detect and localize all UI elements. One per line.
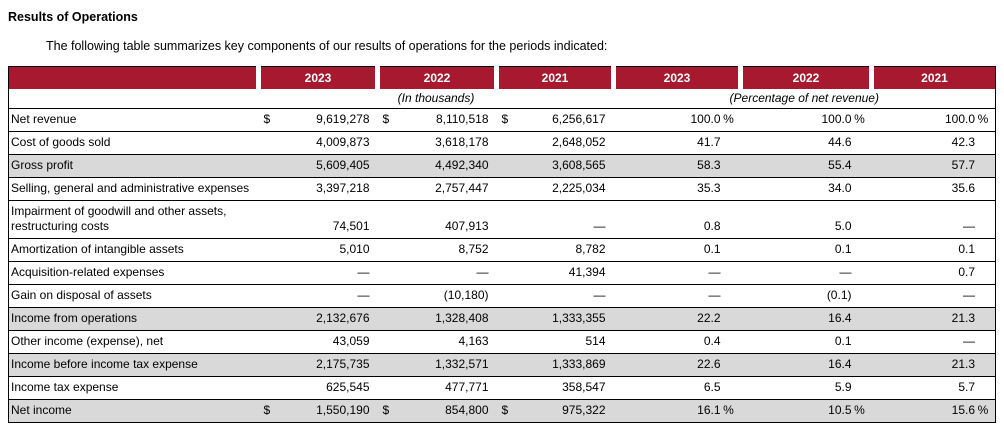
cell-value: [378, 308, 497, 331]
amount-text: 1,333,869: [552, 357, 606, 371]
amount-text: 975,322: [562, 403, 606, 417]
table-row: [9, 178, 996, 201]
cell-value: [614, 155, 741, 178]
row-label: Net revenue: [9, 109, 259, 132]
cell-value: [872, 262, 996, 285]
cell-value: [872, 331, 996, 354]
amount-text: 358,547: [562, 380, 606, 394]
percent-text: 5.7: [958, 380, 975, 394]
year-header: 2021: [872, 67, 996, 90]
percent-sign: %: [977, 403, 989, 417]
percent-text: 15.6: [951, 403, 975, 417]
percent-text: —: [963, 219, 975, 233]
amount-text: 8,782: [575, 242, 606, 256]
cell-value: [614, 178, 741, 201]
percent-text: 10.5: [828, 403, 852, 417]
group-header-percentage: (Percentage of net revenue): [614, 89, 996, 109]
amount-text: 477,771: [445, 380, 489, 394]
row-label: Acquisition-related expenses: [9, 262, 259, 285]
percent-text: 100.0: [944, 112, 975, 126]
year-header: 2023: [614, 67, 741, 90]
cell-value: [614, 331, 741, 354]
dollar-sign: $: [263, 403, 271, 417]
percent-text: 55.4: [828, 158, 852, 172]
percent-text: 16.4: [828, 357, 852, 371]
cell-value: [259, 308, 378, 331]
cell-value: [741, 285, 872, 308]
cell-value: [259, 239, 378, 262]
percent-text: 21.3: [951, 357, 975, 371]
table-row: [9, 285, 996, 308]
percent-sign: %: [854, 403, 865, 417]
percent-text: —: [839, 265, 852, 279]
row-label: Net income: [9, 400, 259, 423]
cell-value: [259, 377, 378, 400]
row-label: Cost of goods sold: [9, 132, 259, 155]
percent-text: 34.0: [828, 181, 852, 195]
amount-text: 2,175,735: [316, 357, 370, 371]
cell-value: [872, 109, 996, 132]
amount-text: 74,501: [332, 219, 370, 233]
cell-value: [497, 400, 614, 423]
percent-text: 16.1: [697, 403, 721, 417]
amount-text: 9,619,278: [316, 112, 370, 126]
percent-text: 22.6: [697, 357, 721, 371]
cell-value: [378, 155, 497, 178]
cell-value: [378, 377, 497, 400]
row-label: Selling, general and administrative expenses: [9, 178, 259, 201]
cell-value: [872, 132, 996, 155]
amount-text: 8,110,518: [436, 112, 489, 126]
cell-value: [614, 201, 741, 239]
cell-value: [378, 201, 497, 239]
percent-text: 21.3: [951, 311, 975, 325]
amount-text: 4,163: [458, 334, 489, 348]
percent-text: 0.1: [834, 334, 852, 348]
year-header: 2021: [497, 67, 614, 90]
cell-value: [497, 132, 614, 155]
row-label: Impairment of goodwill and other assets, restructuring costs: [9, 201, 259, 239]
cell-value: [872, 377, 996, 400]
table-row: [9, 331, 996, 354]
amount-text: 514: [585, 334, 606, 348]
amount-text: 2,225,034: [552, 181, 606, 195]
amount-text: 2,757,447: [435, 181, 489, 195]
row-label: Amortization of intangible assets: [9, 239, 259, 262]
cell-value: [872, 285, 996, 308]
amount-text: (10,180): [443, 288, 489, 302]
cell-value: [497, 354, 614, 377]
cell-value: [741, 354, 872, 377]
table-row: [9, 377, 996, 400]
percent-text: 5.9: [834, 380, 852, 394]
cell-value: [259, 285, 378, 308]
amount-text: 407,913: [445, 219, 489, 233]
cell-value: [872, 354, 996, 377]
cell-value: [259, 354, 378, 377]
amount-text: 4,492,340: [435, 158, 489, 172]
cell-value: [497, 155, 614, 178]
amount-text: —: [476, 265, 489, 279]
percent-text: —: [708, 265, 721, 279]
header-corner-cell: [9, 67, 259, 90]
group-header-in-thousands: (In thousands): [259, 89, 614, 109]
cell-value: [378, 132, 497, 155]
amount-text: —: [593, 288, 606, 302]
results-of-operations-table: [8, 66, 996, 423]
percent-text: 22.2: [697, 311, 721, 325]
cell-value: [259, 400, 378, 423]
cell-value: [378, 400, 497, 423]
amount-text: 1,550,190: [316, 403, 370, 417]
percent-text: —: [963, 334, 975, 348]
percent-text: 57.7: [951, 158, 975, 172]
cell-value: [259, 201, 378, 239]
cell-value: [741, 109, 872, 132]
table-row: [9, 201, 996, 239]
percent-text: 100.0: [821, 112, 852, 126]
percent-text: 35.3: [697, 181, 721, 195]
amount-text: 8,752: [458, 242, 489, 256]
percent-sign: %: [854, 112, 865, 126]
results-table-body: [9, 109, 996, 423]
table-row: [9, 262, 996, 285]
cell-value: [497, 308, 614, 331]
row-label: Income tax expense: [9, 377, 259, 400]
cell-value: [259, 155, 378, 178]
percent-text: (0.1): [826, 288, 852, 302]
cell-value: [259, 178, 378, 201]
amount-text: 625,545: [326, 380, 370, 394]
year-header: 2022: [741, 67, 872, 90]
row-label: Other income (expense), net: [9, 331, 259, 354]
year-header: 2022: [378, 67, 497, 90]
cell-value: [497, 262, 614, 285]
cell-value: [741, 400, 872, 423]
cell-value: [497, 377, 614, 400]
percent-text: 6.5: [703, 380, 721, 394]
cell-value: [741, 201, 872, 239]
row-label: Income before income tax expense: [9, 354, 259, 377]
row-label: Income from operations: [9, 308, 259, 331]
percent-text: 0.8: [703, 219, 721, 233]
table-row: [9, 132, 996, 155]
percent-sign: %: [977, 112, 989, 126]
year-header-row: [9, 67, 996, 90]
amount-text: 1,333,355: [552, 311, 606, 325]
percent-text: 0.7: [958, 265, 975, 279]
cell-value: [872, 155, 996, 178]
amount-text: 5,010: [339, 242, 370, 256]
table-row: [9, 354, 996, 377]
cell-value: [497, 331, 614, 354]
cell-value: [614, 354, 741, 377]
cell-value: [378, 239, 497, 262]
cell-value: [741, 262, 872, 285]
cell-value: [378, 331, 497, 354]
cell-value: [614, 400, 741, 423]
amount-text: 3,608,565: [552, 158, 606, 172]
page-title: Results of Operations: [8, 10, 138, 24]
cell-value: [497, 178, 614, 201]
percent-text: 35.6: [951, 181, 975, 195]
amount-text: 1,328,408: [435, 311, 489, 325]
cell-value: [741, 178, 872, 201]
amount-text: 3,397,218: [316, 181, 370, 195]
subhead-spacer: [9, 89, 259, 109]
row-label: Gross profit: [9, 155, 259, 178]
cell-value: [614, 109, 741, 132]
amount-text: 3,618,178: [435, 135, 489, 149]
amount-text: 2,648,052: [552, 135, 606, 149]
amount-text: 1,332,571: [435, 357, 489, 371]
cell-value: [497, 109, 614, 132]
cell-value: [378, 178, 497, 201]
table-row: [9, 400, 996, 423]
row-label: Gain on disposal of assets: [9, 285, 259, 308]
cell-value: [259, 132, 378, 155]
percent-text: 0.4: [703, 334, 721, 348]
cell-value: [741, 155, 872, 178]
percent-sign: %: [723, 403, 734, 417]
percent-text: 5.0: [834, 219, 852, 233]
table-row: [9, 239, 996, 262]
amount-text: 4,009,873: [316, 135, 370, 149]
cell-value: [614, 308, 741, 331]
cell-value: [497, 285, 614, 308]
cell-value: [741, 377, 872, 400]
table-row: [9, 308, 996, 331]
dollar-sign: $: [501, 112, 509, 126]
table-row: [9, 155, 996, 178]
cell-value: [741, 132, 872, 155]
group-header-row: [9, 89, 996, 109]
cell-value: [872, 400, 996, 423]
cell-value: [614, 262, 741, 285]
cell-value: [378, 354, 497, 377]
percent-text: 58.3: [697, 158, 721, 172]
cell-value: [378, 285, 497, 308]
cell-value: [872, 201, 996, 239]
table-row: [9, 109, 996, 132]
cell-value: [497, 239, 614, 262]
amount-text: 2,132,676: [316, 311, 370, 325]
percent-text: 41.7: [697, 135, 721, 149]
cell-value: [872, 178, 996, 201]
dollar-sign: $: [382, 112, 390, 126]
cell-value: [497, 201, 614, 239]
cell-value: [378, 109, 497, 132]
cell-value: [259, 262, 378, 285]
percent-text: 0.1: [834, 242, 852, 256]
cell-value: [614, 239, 741, 262]
percent-text: 42.3: [951, 135, 975, 149]
percent-text: 100.0: [690, 112, 721, 126]
amount-text: 43,059: [332, 334, 370, 348]
cell-value: [872, 239, 996, 262]
cell-value: [259, 331, 378, 354]
amount-text: —: [593, 219, 606, 233]
cell-value: [872, 308, 996, 331]
percent-text: 44.6: [828, 135, 852, 149]
cell-value: [741, 331, 872, 354]
percent-text: —: [708, 288, 721, 302]
cell-value: [614, 285, 741, 308]
dollar-sign: $: [501, 403, 509, 417]
cell-value: [614, 377, 741, 400]
year-header: 2023: [259, 67, 378, 90]
percent-sign: %: [723, 112, 734, 126]
amount-text: 41,394: [568, 265, 606, 279]
cell-value: [614, 132, 741, 155]
amount-text: —: [357, 265, 370, 279]
percent-text: 0.1: [703, 242, 721, 256]
percent-text: 0.1: [958, 242, 975, 256]
cell-value: [378, 262, 497, 285]
amount-text: 6,256,617: [552, 112, 606, 126]
percent-text: —: [963, 288, 975, 302]
dollar-sign: $: [263, 112, 271, 126]
cell-value: [741, 239, 872, 262]
amount-text: 5,609,405: [316, 158, 370, 172]
dollar-sign: $: [382, 403, 390, 417]
intro-paragraph: The following table summarizes key components of our results of operations for the periods indicated:: [46, 39, 608, 53]
percent-text: 16.4: [828, 311, 852, 325]
cell-value: [259, 109, 378, 132]
cell-value: [741, 308, 872, 331]
amount-text: —: [357, 288, 370, 302]
table-header: [9, 67, 996, 109]
amount-text: 854,800: [445, 403, 489, 417]
